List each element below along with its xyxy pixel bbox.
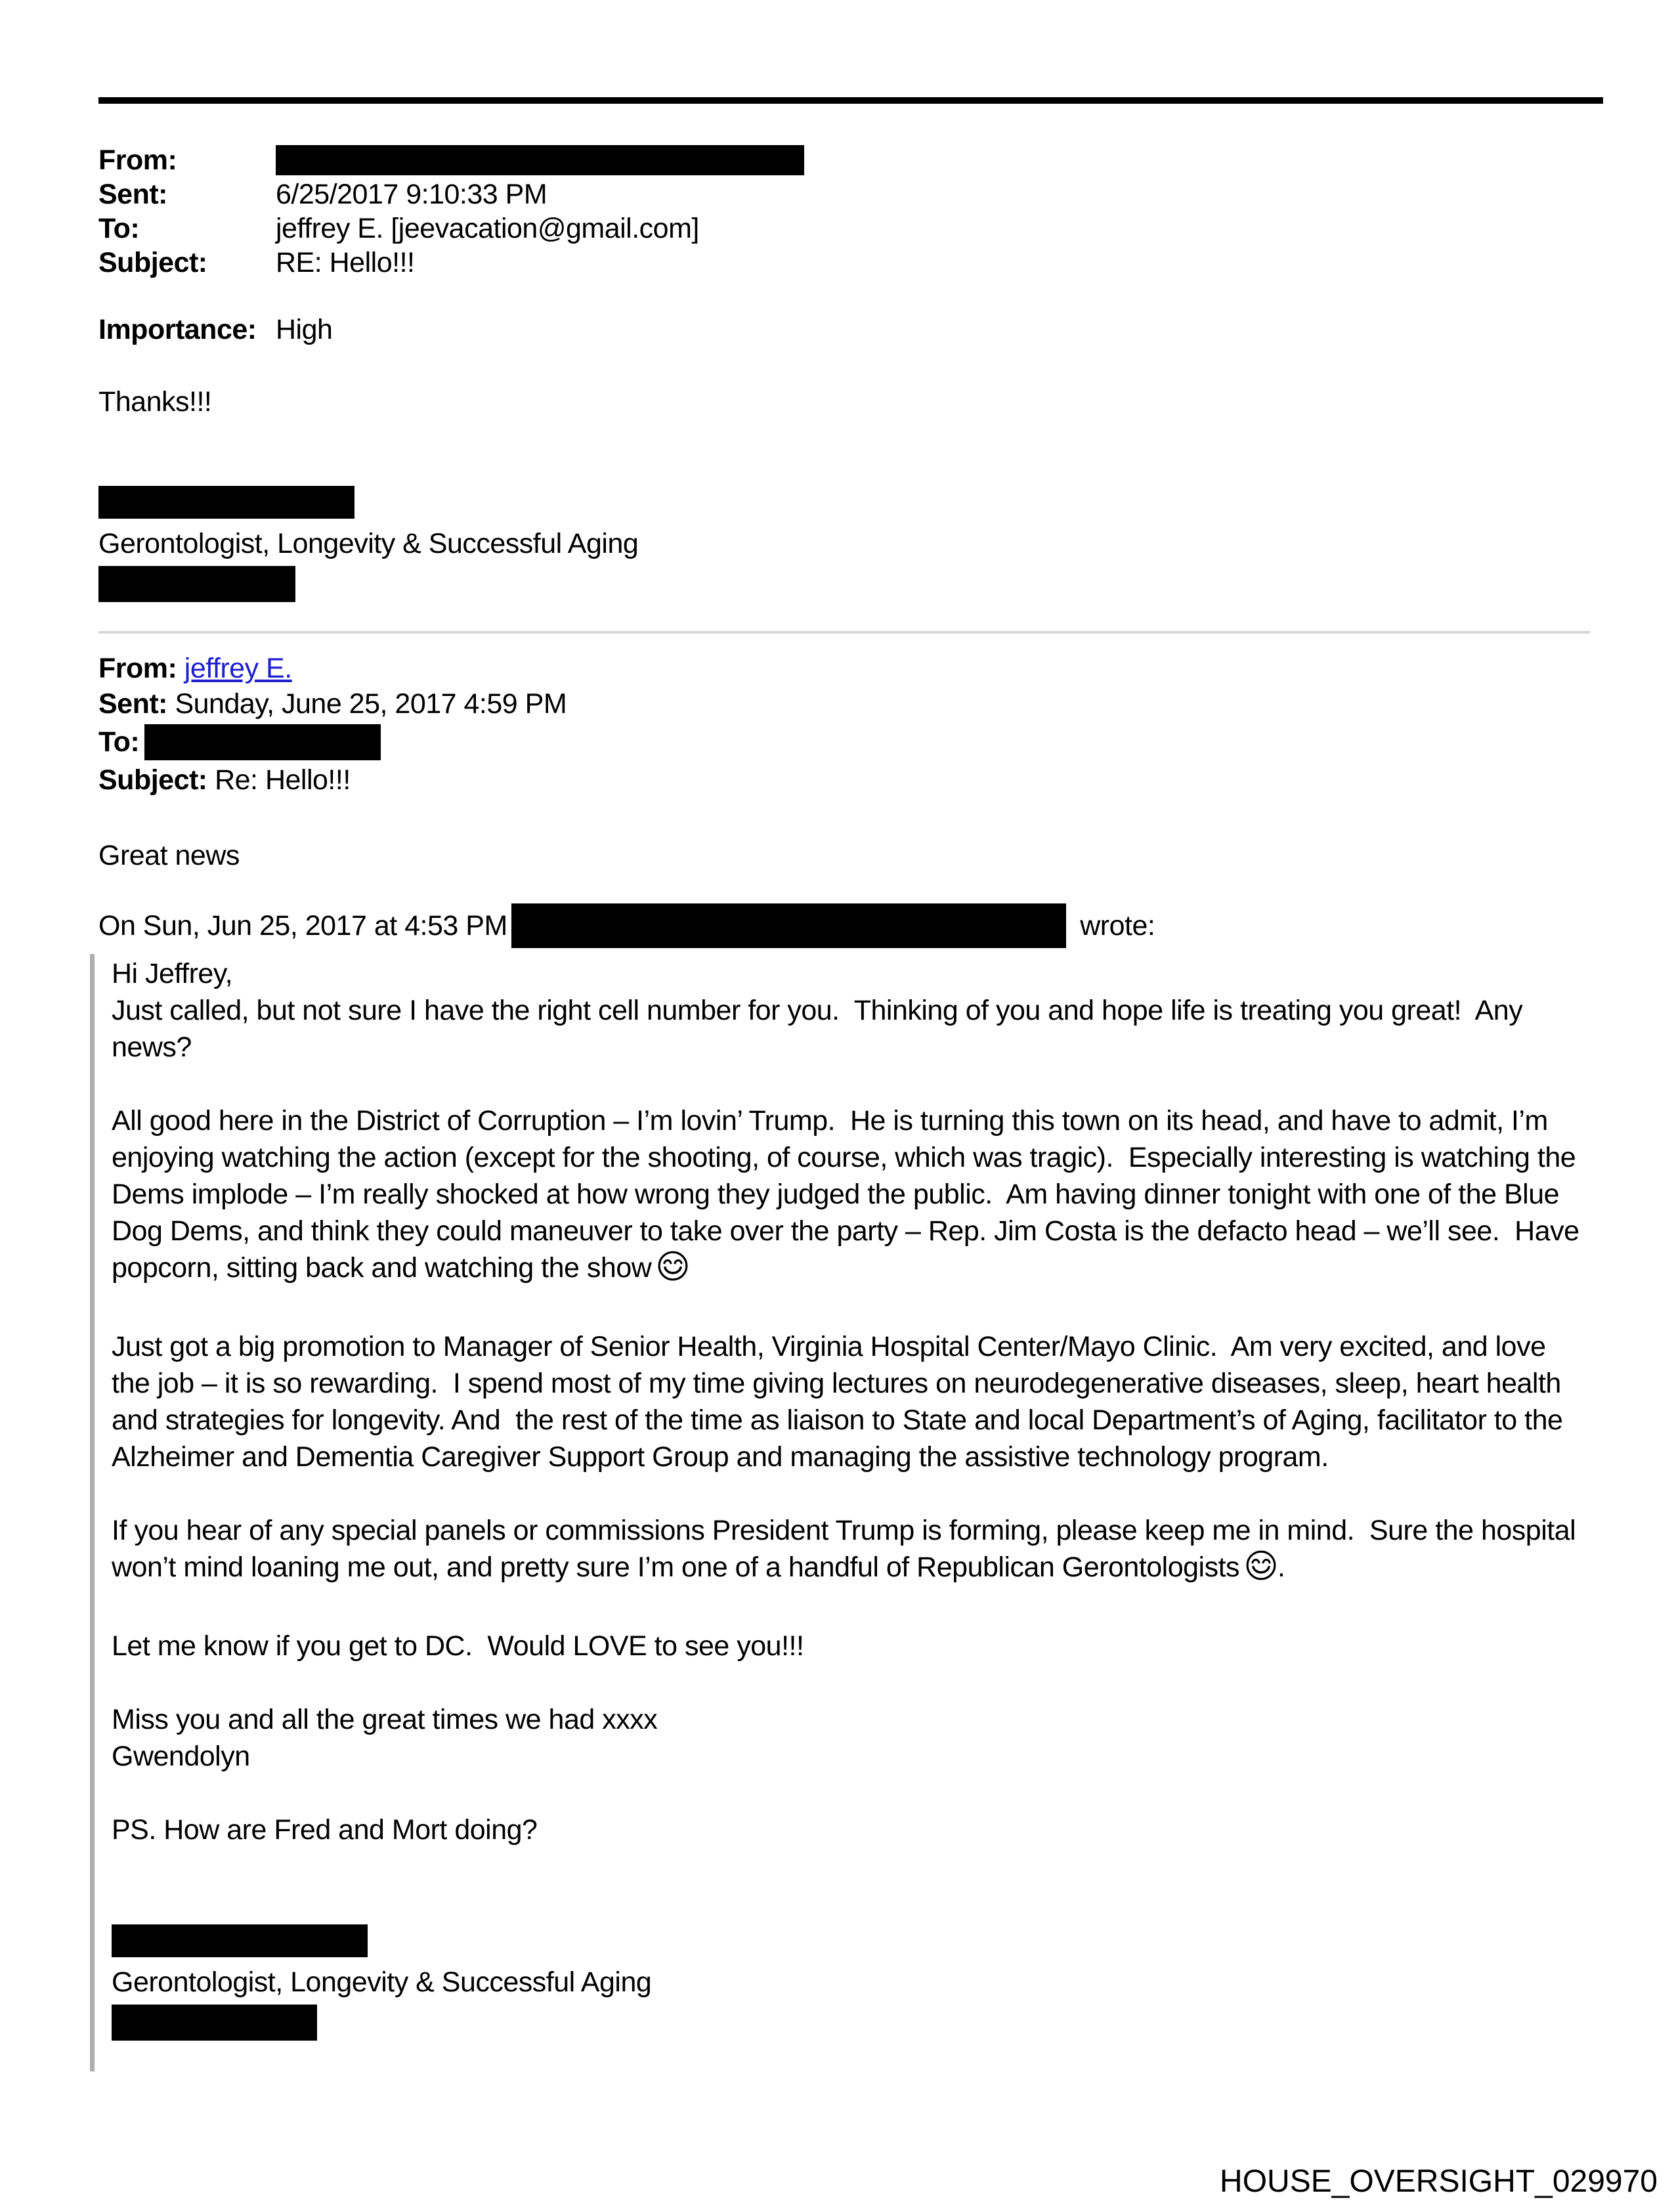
- reply-body-text: Great news: [98, 840, 240, 871]
- redaction-bar: [276, 145, 804, 175]
- sent-label: Sent:: [98, 688, 175, 720]
- email-header: [98, 143, 1582, 347]
- redaction-bar: [112, 2005, 317, 2041]
- sender-link[interactable]: jeffrey E.: [184, 653, 292, 684]
- quoted-header-row-subject: [98, 762, 1582, 798]
- top-rule: [98, 97, 1603, 104]
- quoted-header-row-from: [98, 651, 1582, 686]
- redaction-bar: [112, 1924, 368, 1957]
- from-label: From:: [98, 653, 184, 684]
- header-row-to: [98, 211, 1582, 246]
- header-row-importance: [98, 313, 1582, 347]
- from-label: From:: [98, 144, 177, 176]
- smiling-face-emoji: [656, 1249, 689, 1291]
- redaction-bar: [511, 903, 1066, 948]
- quote-attribution-line: [98, 903, 1582, 949]
- reply-text: Thanks!!!: [98, 386, 212, 418]
- quoted-signature-name: Gwendolyn: [112, 1741, 250, 1772]
- header-row-from: [98, 143, 1582, 177]
- signature-block: [98, 486, 1582, 602]
- sent-value: 6/25/2017 9:10:33 PM: [276, 179, 547, 210]
- quoted-header-row-to: [98, 722, 1582, 762]
- to-value: jeffrey E. [jeevacation@gmail.com]: [276, 213, 699, 244]
- sent-value: Sunday, June 25, 2017 4:59 PM: [175, 688, 567, 720]
- attribution-suffix: wrote:: [1072, 910, 1155, 942]
- subject-label: Subject:: [98, 764, 215, 796]
- sentence-end: .: [1277, 1551, 1285, 1583]
- importance-value: High: [276, 314, 333, 345]
- redaction-bar: [98, 486, 354, 519]
- redaction-bar: [98, 566, 295, 602]
- to-label: To:: [98, 726, 140, 758]
- quoted-message-block: [90, 954, 1587, 2071]
- quoted-email-header: [98, 651, 1582, 798]
- quoted-greeting: Hi Jeffrey,: [112, 958, 233, 989]
- bates-stamp: HOUSE_OVERSIGHT_029970: [1220, 2164, 1658, 2199]
- importance-label: Importance:: [98, 314, 257, 345]
- header-row-subject: [98, 246, 1582, 280]
- quoted-paragraph: Miss you and all the great times we had xxxx: [112, 1704, 658, 1735]
- quoted-paragraph: PS. How are Fred and Mort doing?: [112, 1814, 538, 1846]
- attribution-prefix: On Sun, Jun 25, 2017 at 4:53 PM: [98, 910, 507, 942]
- header-row-sent: [98, 177, 1582, 211]
- redaction-bar: [144, 724, 381, 760]
- smiling-face-emoji: [1245, 1549, 1277, 1591]
- quoted-paragraph: Just called, but not sure I have the right cell number for you. Thinking of you and hope life is treating you great! Any news?: [112, 995, 1530, 1063]
- quoted-paragraph: If you hear of any special panels or commissions President Trump is forming, please keep me in mind. Sure the hospital won’t mind loaning me out, and pretty sure I’m one of a handful of Republican Gerontologists .: [112, 1512, 1582, 1591]
- quoted-paragraph: Just got a big promotion to Manager of Senior Health, Virginia Hospital Center/Mayo Clinic. Am very excited, and love the job – it is so rewarding. I spend most of my time giving lectures on neurodegenerative diseases, sleep, heart health and strategies for longevity. And the rest of the time as liaison to State and local Department’s of Aging, facilitator to the Alzheimer and Dementia Caregiver Support Group and managing the assistive technology program.: [112, 1331, 1569, 1473]
- quoted-paragraph: All good here in the District of Corruption – I’m lovin’ Trump. He is turning this town on its head, and have to admit, I’m enjoying watching the action (except for the shooting, of course, which was tragic). Especially interesting is watching the Dems implode – I’m really shocked at how wrong they judged the public. Am having dinner tonight with one of the Blue Dog Dems, and think they could maneuver to take over the party – Rep. Jim Costa is the defacto head – we’ll see. Have popcorn, sitting back and watching the show: [112, 1102, 1582, 1291]
- subject-label: Subject:: [98, 247, 207, 278]
- sent-label: Sent:: [98, 179, 167, 210]
- to-label: To:: [98, 213, 140, 244]
- subject-value: Re: Hello!!!: [215, 764, 351, 796]
- section-divider: [98, 631, 1590, 634]
- subject-value: RE: Hello!!!: [276, 247, 415, 278]
- signature-title: Gerontologist, Longevity & Successful Aging: [98, 528, 639, 559]
- quoted-paragraph: Let me know if you get to DC. Would LOVE to see you!!!: [112, 1630, 804, 1662]
- quoted-signature-block: [112, 1924, 1582, 2041]
- signature-title: Gerontologist, Longevity & Successful Aging: [112, 1966, 652, 1998]
- quoted-header-row-sent: [98, 686, 1582, 722]
- quote-trailing-space: [112, 2041, 1582, 2071]
